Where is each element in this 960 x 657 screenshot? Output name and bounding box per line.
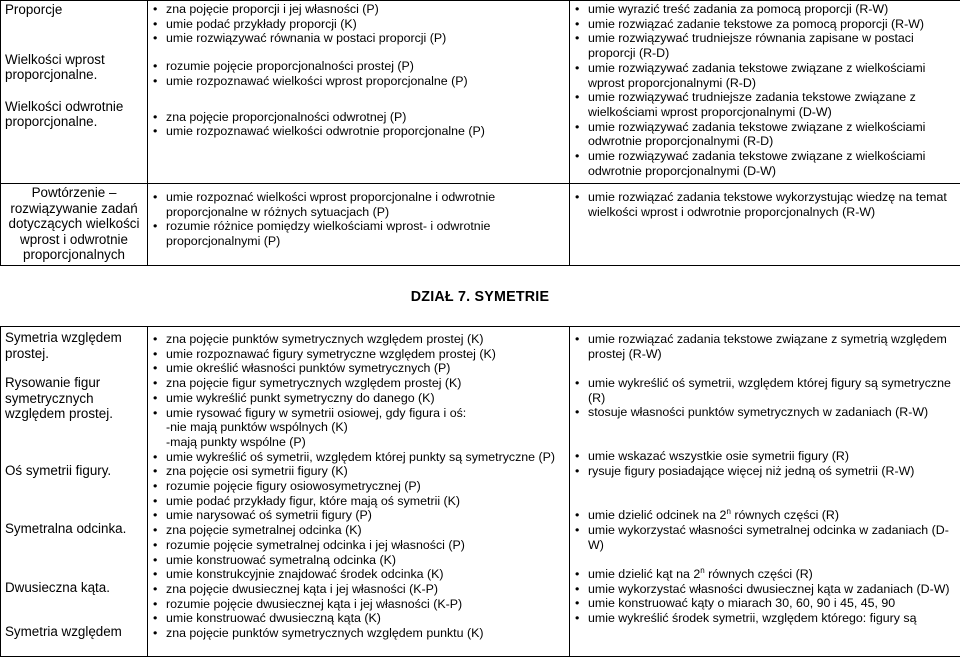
list-item: • umie rozwiązywać zadania tekstowe związane z wielkościami odwrotnie proporcjonalnymi (D-W) — [574, 149, 956, 178]
list-item: • umie rysować figury w symetrii osiowej, gdy figura i oś: — [152, 406, 565, 421]
topic-symmetry-line: Symetria względem prostej. — [5, 330, 143, 375]
list-item: • zna pojęcie symetralnej odcinka (K) — [152, 523, 565, 538]
list-item: • rozumie pojęcie dwusiecznej kąta i jej własności (K-P) — [152, 597, 565, 612]
list-item: • rozumie pojęcie symetralnej odcinka i jej własności (P) — [152, 538, 565, 553]
list-item: • umie konstrukcyjnie znajdować środek odcinka (K) — [152, 567, 565, 582]
list-item: • umie wykorzystać własności dwusiecznej kąta w zadaniach (D-W) — [574, 582, 956, 597]
list-item: • umie rozpoznać wielkości wprost proporcjonalne i odwrotnie proporcjonalne w różnych sytuacjach (P) — [152, 190, 565, 219]
list-item: • umie rozwiązywać zadania tekstowe związane z wielkościami wprost proporcjonalnymi (R-D) — [574, 61, 956, 90]
topic-proportions: Proporcje — [5, 2, 143, 18]
list-item: • umie wskazać wszystkie osie symetrii figury (R) — [574, 449, 956, 464]
list-item: • umie podać przykłady proporcji (K) — [152, 17, 565, 32]
table-row — [1, 327, 960, 657]
list-item: • umie podać przykłady figur, które mają oś symetrii (K) — [152, 494, 565, 509]
list-item: • umie rozwiązać zadania tekstowe związane z symetrią względem prostej (R-W) — [574, 332, 956, 376]
list-item: • zna pojęcie figur symetrycznych względem prostej (K) — [152, 376, 565, 391]
topic-cell — [1, 327, 148, 657]
list-item: • umie rozpoznawać wielkości odwrotnie proporcjonalne (P) — [152, 124, 565, 139]
list-item: • zna pojęcie osi symetrii figury (K) — [152, 464, 565, 479]
list-item: • rozumie pojęcie proporcjonalności prostej (P) — [152, 59, 565, 74]
list-item: • umie rozwiązać zadanie tekstowe za pomocą proporcji (R-W) — [574, 17, 956, 32]
list-item: • umie dzielić odcinek na 2$^n$ równych części (R) — [574, 508, 956, 523]
table-row — [1, 1, 960, 184]
list-item: • umie rozwiązywać trudniejsze zadania tekstowe związane z wielkościami wprost proporcjonalnymi (D-W) — [574, 90, 956, 119]
list-item: -mają punkty wspólne (P) — [152, 435, 565, 450]
list-item: • umie konstruować symetralną odcinka (K) — [152, 553, 565, 568]
list-item: • umie rozpoznawać figury symetryczne względem prostej (K) — [152, 347, 565, 362]
list-item: • umie rozwiązywać zadania tekstowe związane z wielkościami odwrotnie proporcjonalnymi (R-D) — [574, 120, 956, 149]
extended-requirements-cell — [570, 184, 960, 266]
list-item: • rozumie różnice pomiędzy wielkościami wprost- i odwrotnie proporcjonalnymi (P) — [152, 219, 565, 248]
topic-perpendicular-bisector: Symetralna odcinka. — [5, 521, 143, 580]
list-item: • umie rozwiązać zadania tekstowe wykorzystując wiedzę na temat wielkości wprost i odwrotnie proporcjonalnych (R-W) — [574, 190, 956, 219]
requirements-table-proportions — [0, 0, 960, 266]
requirements-table-symmetry — [0, 326, 960, 657]
list-item: • umie wykreślić środek symetrii, względem którego: figury są — [574, 611, 956, 626]
list-item: • rysuje figury posiadające więcej niż jedną oś symetrii (R-W) — [574, 464, 956, 508]
list-item: • umie konstruować dwusieczną kąta (K) — [152, 611, 565, 626]
list-item: • umie określić własności punktów symetrycznych (P) — [152, 361, 565, 376]
list-item: • rozumie pojęcie figury osiowosymetrycznej (P) — [152, 479, 565, 494]
section-title: DZIAŁ 7. SYMETRIE — [0, 290, 960, 305]
list-item: • umie wykreślić oś symetrii, względem której figury są symetryczne (R) — [574, 376, 956, 405]
topic-point-symmetry: Symetria względem — [5, 624, 143, 640]
list-item: • zna pojęcie punktów symetrycznych względem prostej (K) — [152, 332, 565, 347]
topic-cell — [1, 1, 148, 184]
topic-direct-proportional: Wielkości wprost proporcjonalne. — [5, 52, 143, 99]
basic-requirements-cell — [148, 327, 570, 657]
extended-requirements-cell — [570, 327, 960, 657]
list-item: • zna pojęcie dwusiecznej kąta i jej własności (K-P) — [152, 582, 565, 597]
topic-inverse-proportional: Wielkości odwrotnie proporcjonalne. — [5, 99, 143, 130]
topic-cell — [1, 184, 148, 266]
list-item: • umie wyrazić treść zadania za pomocą proporcji (R-W) — [574, 2, 956, 17]
basic-requirements-cell — [148, 184, 570, 266]
list-item: • zna pojęcie punktów symetrycznych względem punktu (K) — [152, 626, 565, 641]
list-item: • umie dzielić kąt na 2$^n$ równych części (R) — [574, 567, 956, 582]
extended-requirements-cell — [570, 1, 960, 184]
list-item: • umie wykreślić oś symetrii, względem której punkty są symetryczne (P) — [152, 450, 565, 465]
list-item: • zna pojęcie proporcjonalności odwrotnej (P) — [152, 110, 565, 125]
topic-angle-bisector: Dwusieczna kąta. — [5, 580, 143, 624]
basic-requirements-cell — [148, 1, 570, 184]
list-item: • stosuje własności punktów symetrycznych w zadaniach (R-W) — [574, 405, 956, 449]
table-row — [1, 184, 960, 266]
list-item: • umie rozpoznawać wielkości wprost proporcjonalne (P) — [152, 74, 565, 89]
list-item: -nie mają punktów wspólnych (K) — [152, 420, 565, 435]
list-item: • umie konstruować kąty o miarach 30, 60, 90 i 45, 45, 90 — [574, 596, 956, 611]
list-item: • zna pojęcie proporcji i jej własności (P) — [152, 2, 565, 17]
list-item: • umie wykreślić punkt symetryczny do danego (K) — [152, 391, 565, 406]
topic-axis-of-symmetry: Oś symetrii figury. — [5, 463, 143, 521]
topic-drawing-symmetric: Rysowanie figur symetrycznych względem prostej. — [5, 375, 143, 463]
list-item: • umie wykorzystać własności symetralnej odcinka w zadaniach (D-W) — [574, 523, 956, 567]
list-item: • umie rozwiązywać równania w postaci proporcji (P) — [152, 31, 565, 46]
topic-review: Powtórzenie – rozwiązywanie zadań dotyczących wielkości wprost i odwrotnie proporcjonalnych — [5, 185, 143, 263]
list-item: • umie rozwiązywać trudniejsze równania zapisane w postaci proporcji (R-D) — [574, 31, 956, 60]
list-item: • umie narysować oś symetrii figury (P) — [152, 508, 565, 523]
